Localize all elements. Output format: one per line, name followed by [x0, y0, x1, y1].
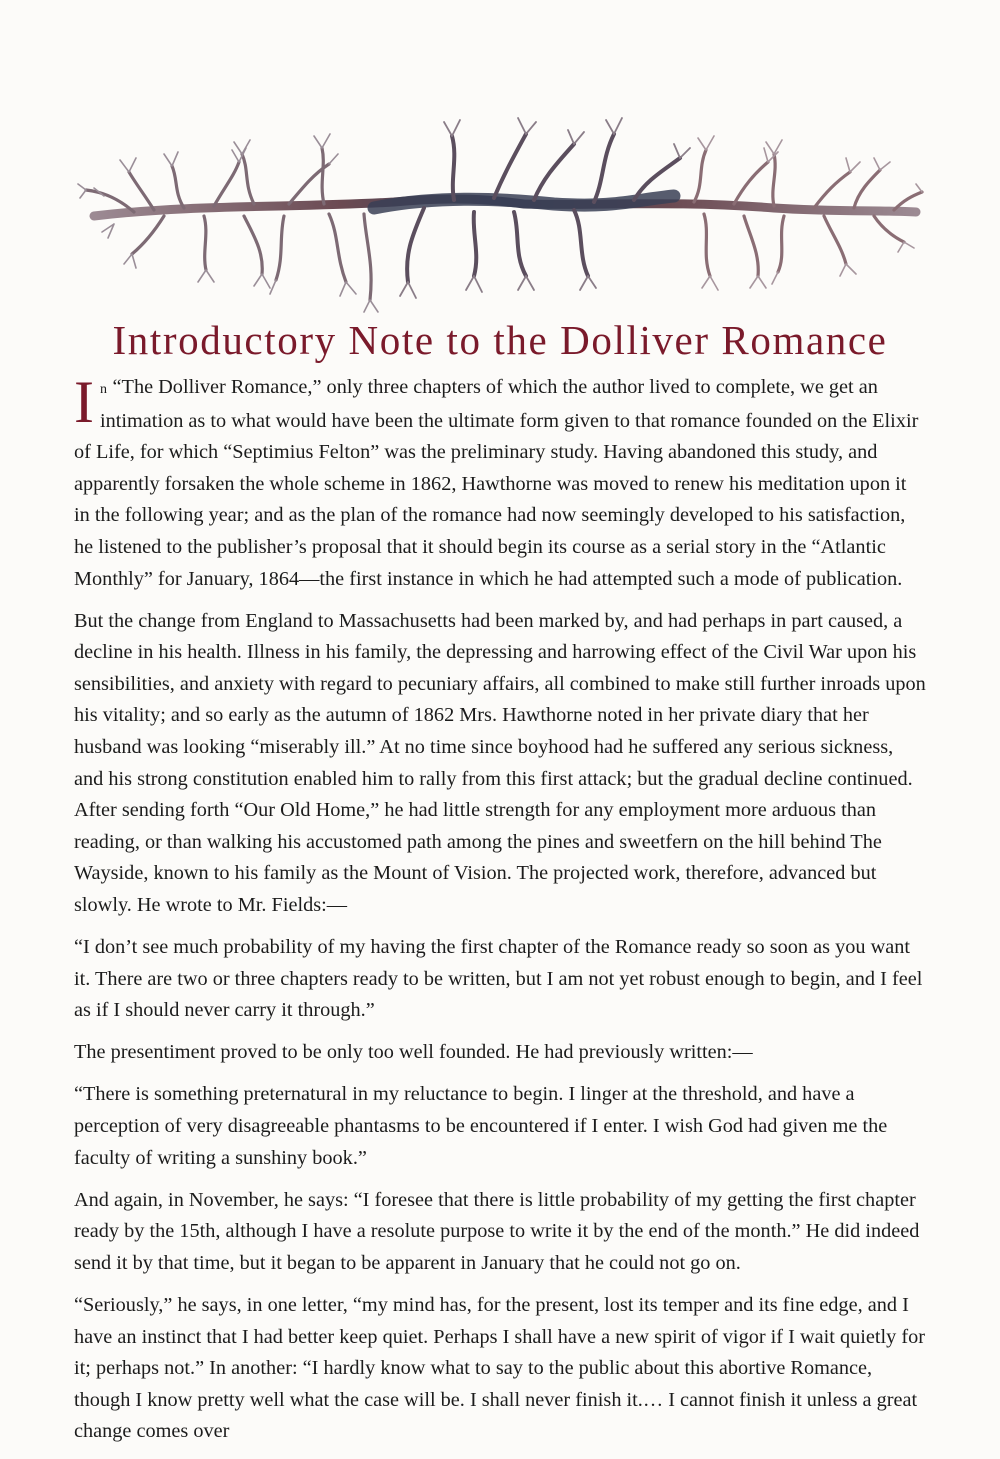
drop-cap-continuation: n: [99, 382, 108, 397]
paragraph: But the change from England to Massachusetts had been marked by, and had perhaps in part caused, a decline in his health. Illness in his family, the depressing and harrowing effect of the Civil War upon his sensibilities, and anxiety with regard to pecuniary affairs, all combined to make still further inroads upon his vitality; and so early as the autumn of 1862 Mrs. Hawthorne noted in her private diary that her husband was looking “miserably ill.” At no time since boyhood had he suffered any serious sickness, and his strong constitution enabled him to rally from this first attack; but the gradual decline continued. After sending forth “Our Old Home,” he had little strength for any employment more arduous than reading, or than walking his accustomed path among the pines and sweetfern on the hill behind The Wayside, known to his family as the Mount of Vision. The projected work, therefore, advanced but slowly. He wrote to Mr. Fields:—: [74, 609, 926, 916]
page-title: Introductory Note to the Dolliver Romance: [112, 317, 888, 363]
paragraph: “There is something preternatural in my reluctance to begin. I linger at the threshold, and have a perception of very disagreeable phantasms to be encountered if I enter. I wish God had given me the faculty of writing a sunshiny book.”: [74, 1083, 888, 1169]
paragraph: “Seriously,” he says, in one letter, “my mind has, for the present, lost its temper and its fine edge, and I have an instinct that I had better keep quiet. Perhaps I shall have a new spirit of vigor if I wait quietly for it; perhaps not.” In another: “I hardly know what to say to the public about this abortive Romance, though I know pretty well what the case will be. I shall never finish it.… I cannot finish it unless a great change comes over: [74, 1294, 925, 1443]
branch-illustration-icon: [74, 104, 926, 316]
article-body: [74, 369, 926, 1459]
paragraph: [74, 369, 926, 595]
drop-cap: I: [74, 369, 94, 435]
paragraph: And again, in November, he says: “I foresee that there is little probability of my getting the first chapter ready by the 15th, although I have a resolute purpose to write it by the end of the month.” He did indeed send it by that time, but it began to be apparent in January that he could not go on.: [74, 1188, 920, 1274]
paragraph: The presentiment proved to be only too well founded. He had previously written:—: [74, 1041, 753, 1064]
paragraph-text: “The Dolliver Romance,” only three chapters of which the author lived to complete, we get an intimation as to what would have been the ultimate form given to that romance founded on the Elixir of Life, for which “Septimius Felton” was the preliminary study. Having abandoned this study, and apparently forsaken the whole scheme in 1862, Hawthorne was moved to renew his meditation upon it in the following year; and as the plan of the romance had now seemingly developed to his satisfaction, he listened to the publisher’s proposal that it should begin its course as a serial story in the “Atlantic Monthly” for January, 1864—the first instance in which he had attempted such a mode of publication.: [74, 376, 919, 590]
paragraph: “I don’t see much probability of my having the first chapter of the Romance ready so soon as you want it. There are two or three chapters ready to be written, but I am not yet robust enough to begin, and I feel as if I should never carry it through.”: [74, 936, 923, 1022]
